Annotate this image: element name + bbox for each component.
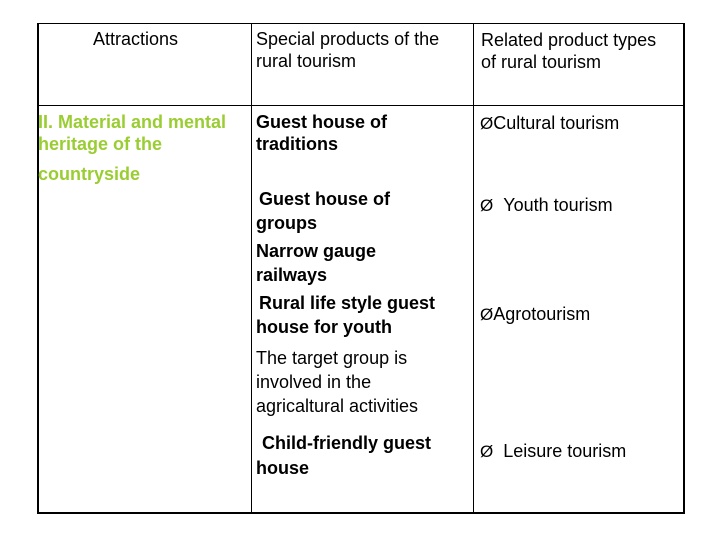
header-special-products-line1: Special products of the [256, 29, 440, 49]
type-label-leisure: Leisure tourism [503, 441, 627, 461]
product-6-line2: house [256, 458, 310, 478]
attraction-line1: II. Material and mental [38, 112, 227, 132]
product-3-line2: railways [256, 265, 328, 285]
header-related-types-line2: of rural tourism [481, 52, 602, 72]
product-2-line2: groups [256, 213, 317, 233]
header-special-products-line2: rural tourism [256, 51, 357, 71]
product-4-line1: Rural life style guest [259, 293, 436, 313]
header-divider [37, 105, 685, 106]
product-2-line1: Guest house of [259, 189, 391, 209]
type-label-agro: Agrotourism [493, 304, 591, 324]
type-item-leisure [480, 440, 626, 463]
attraction-line3: countryside [38, 164, 141, 184]
type-label-cultural: Cultural tourism [493, 113, 620, 133]
product-4-line2: house for youth [256, 317, 392, 337]
column-divider-1 [251, 23, 252, 514]
type-label-youth: Youth tourism [503, 195, 613, 215]
product-1-line1: Guest house of [256, 112, 388, 132]
column-divider-2 [473, 23, 474, 514]
type-item-agro [480, 303, 590, 326]
arrow-bullet-icon: Ø [480, 442, 494, 461]
product-5-line3: agricaltural activities [256, 396, 419, 416]
product-3-line1: Narrow gauge [256, 241, 377, 261]
type-item-youth [480, 194, 613, 217]
arrow-bullet-icon: Ø [480, 305, 494, 324]
product-1-line2: traditions [256, 134, 339, 154]
product-6-line1: Child-friendly guest [262, 433, 432, 453]
header-attractions: Attractions [93, 29, 179, 49]
arrow-bullet-icon: Ø [480, 114, 494, 133]
arrow-bullet-icon: Ø [480, 196, 494, 215]
product-5-line2: involved in the [256, 372, 372, 392]
attraction-line2: heritage of the [38, 134, 163, 154]
header-related-types-line1: Related product types [481, 30, 657, 50]
product-5-line1: The target group is [256, 348, 408, 368]
type-item-cultural [480, 112, 619, 135]
